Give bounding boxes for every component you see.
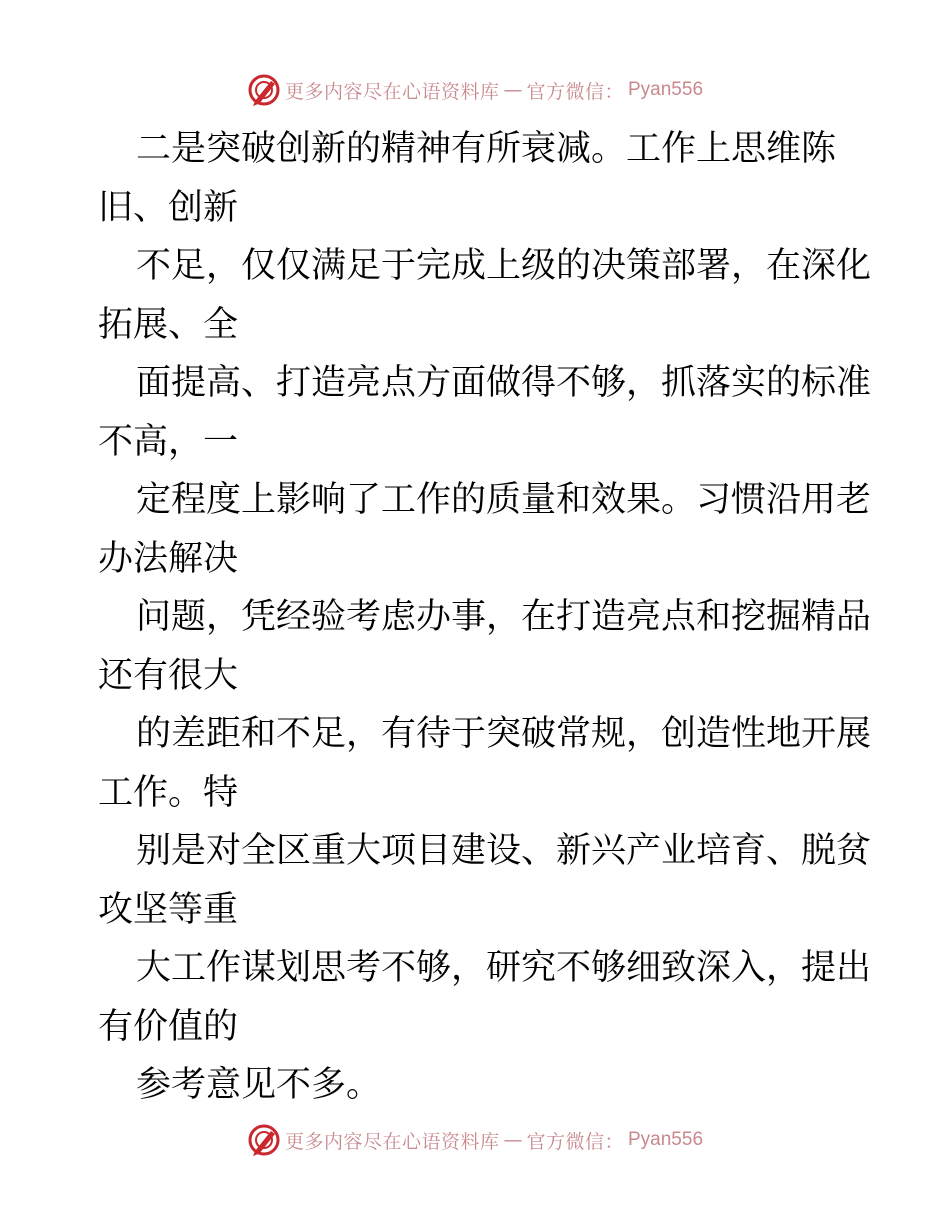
body-line: 不足，仅仅满足于完成上级的决策部署，在深化 <box>136 246 872 286</box>
body-line: 定程度上影响了工作的质量和效果。习惯沿用老 <box>136 480 872 520</box>
pen-logo-icon <box>247 1123 281 1157</box>
body-line: 攻坚等重 <box>98 889 239 930</box>
body-line: 办法解决 <box>98 538 239 579</box>
footer-watermark <box>0 1122 950 1158</box>
body-line: 有价值的 <box>98 1006 239 1047</box>
watermark-separator: — <box>503 1129 523 1151</box>
watermark-handle: Pyan556 <box>628 1129 704 1150</box>
document-body <box>98 120 872 1115</box>
body-line: 大工作谋划思考不够，研究不够细致深入，提出 <box>136 948 872 988</box>
body-line: 不高，一 <box>98 421 239 462</box>
body-line: 还有很大 <box>98 655 239 696</box>
watermark-label: 官方微信： <box>526 80 624 103</box>
body-line: 问题，凭经验考虑办事，在打造亮点和挖掘精品 <box>136 597 872 637</box>
body-line: 工作。特 <box>98 772 239 813</box>
body-line: 拓展、全 <box>98 304 239 345</box>
body-line: 别是对全区重大项目建设、新兴产业培育、脱贫 <box>136 831 872 871</box>
body-line: 二是突破创新的精神有所衰减。工作上思维陈 <box>136 129 837 169</box>
pen-logo-icon <box>247 73 281 107</box>
watermark-cn-text: 更多内容尽在心语资料库 <box>284 80 500 103</box>
watermark-handle: Pyan556 <box>628 79 704 100</box>
header-watermark <box>0 72 950 108</box>
watermark-separator: — <box>503 79 523 101</box>
body-line: 参考意见不多。 <box>136 1065 382 1105</box>
body-line: 面提高、打造亮点方面做得不够，抓落实的标准 <box>136 363 872 403</box>
watermark-label: 官方微信： <box>526 1130 624 1153</box>
body-line: 旧、创新 <box>98 187 239 228</box>
watermark-cn-text: 更多内容尽在心语资料库 <box>284 1130 500 1153</box>
body-line: 的差距和不足，有待于突破常规，创造性地开展 <box>136 714 872 754</box>
